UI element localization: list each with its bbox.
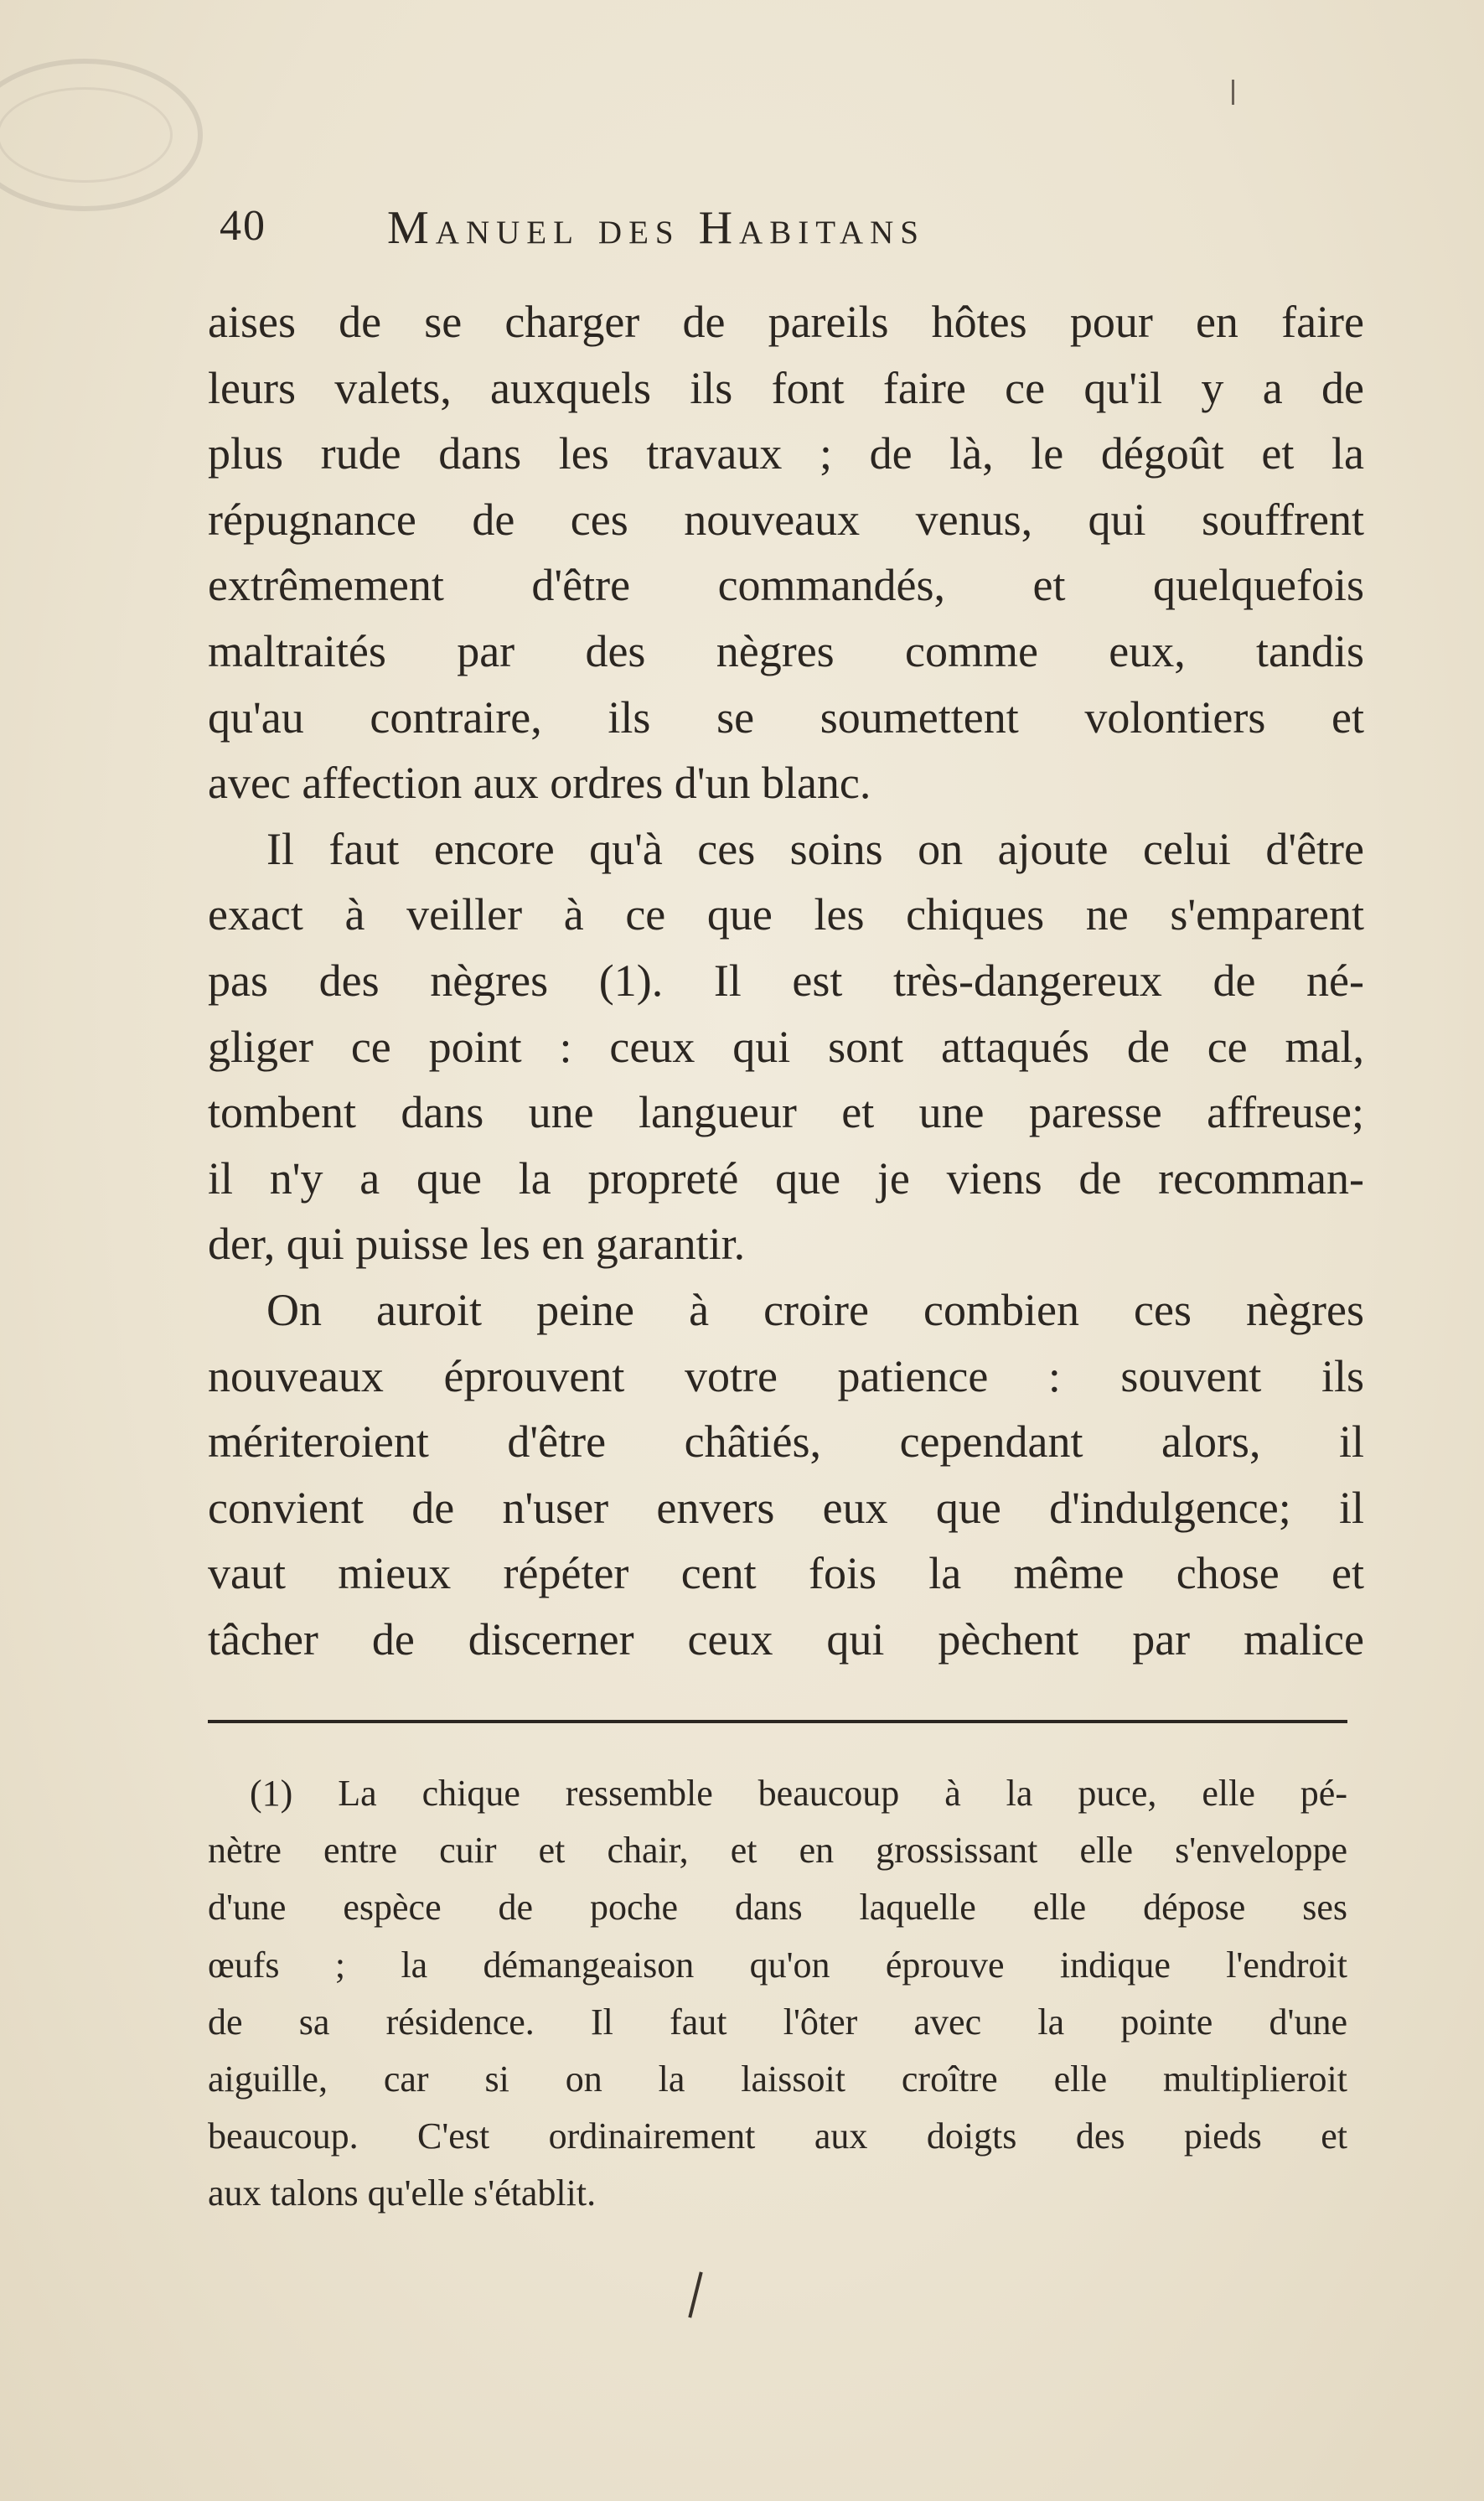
body-line: répugnance de ces nouveaux venus, qui souffrent [208, 494, 1364, 545]
running-title: Manuel des Habitans [387, 202, 925, 254]
body-line: tâcher de discerner ceux qui pèchent par malice [208, 1613, 1364, 1665]
body-line: exact à veiller à ce que les chiques ne s'emparent [208, 889, 1364, 940]
body-line: gliger ce point : ceux qui sont attaqués de ce mal, [208, 1021, 1364, 1072]
body-line: maltraités par des nègres comme eux, tandis [208, 625, 1364, 676]
footnote-line: aux talons qu'elle s'établit. [208, 2172, 597, 2214]
page-header [220, 201, 1208, 260]
footnote-line: de sa résidence. Il faut l'ôter avec la pointe d'une [208, 2001, 1347, 2043]
footnote-line: nètre entre cuir et chair, et en grossissant elle s'enveloppe [208, 1830, 1347, 1872]
body-line: vaut mieux répéter cent fois la même chose et [208, 1548, 1364, 1599]
footnote-line: aiguille, car si on la laissoit croître elle multiplieroit [208, 2058, 1347, 2100]
body-line: tombent dans une langueur et une paresse affreuse; [208, 1087, 1364, 1138]
footnote-line: (1) La chique ressemble beaucoup à la puce, elle pé- [250, 1773, 1347, 1814]
body-line: pas des nègres (1). Il est très-dangereux de né- [208, 955, 1364, 1006]
footnote [208, 1765, 1347, 2223]
body-line: On auroit peine à croire combien ces nègres [266, 1284, 1364, 1335]
body-line: convient de n'user envers eux que d'indulgence; il [208, 1482, 1364, 1533]
body-line: avec affection aux ordres d'un blanc. [208, 758, 871, 809]
body-line: Il faut encore qu'à ces soins on ajoute celui d'être [266, 823, 1364, 874]
library-stamp [0, 59, 203, 211]
footnote-line: d'une espèce de poche dans laquelle elle dépose ses [208, 1887, 1347, 1929]
body-line: der, qui puisse les en garantir. [208, 1219, 746, 1270]
body-line: qu'au contraire, ils se soumettent volontiers et [208, 691, 1364, 743]
page-number: 40 [220, 202, 266, 250]
footnote-line: beaucoup. C'est ordinairement aux doigts des pieds et [208, 2115, 1347, 2157]
pencil-mark [1232, 80, 1234, 105]
body-line: mériteroient d'être châtiés, cependant alors, il [208, 1416, 1364, 1468]
body-line: aises de se charger de pareils hôtes pour en faire [208, 297, 1364, 347]
footnote-line: œufs ; la démangeaison qu'on éprouve indique l'endroit [208, 1944, 1347, 1986]
ink-mark [688, 2271, 702, 2317]
body-line: il n'y a que la propreté que je viens de recomman- [208, 1152, 1364, 1204]
footnote-rule [208, 1720, 1347, 1723]
body-line: extrêmement d'être commandés, et quelquefois [208, 560, 1364, 611]
body-line: nouveaux éprouvent votre patience : souvent ils [208, 1350, 1364, 1401]
body-line: plus rude dans les travaux ; de là, le dégoût et la [208, 428, 1364, 479]
body-text [208, 289, 1364, 1672]
body-line: leurs valets, auxquels ils font faire ce qu'il y a de [208, 362, 1364, 413]
